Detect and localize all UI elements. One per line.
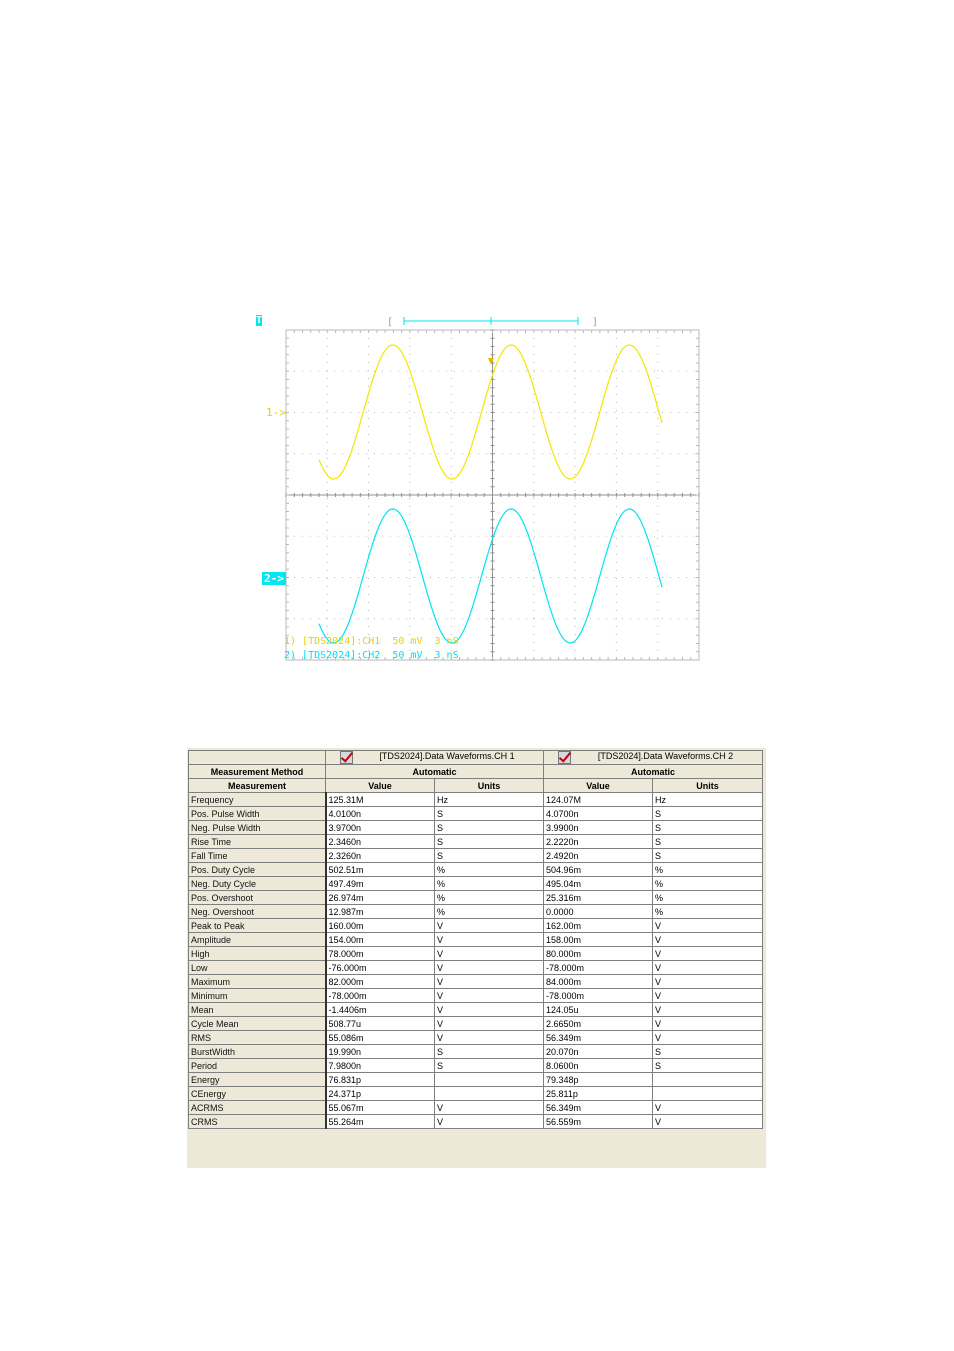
ch2-units: S (653, 821, 763, 835)
ch2-value: -78.000m (544, 989, 653, 1003)
table-row[interactable] (189, 947, 763, 961)
ch2-checkbox-icon[interactable] (558, 751, 571, 764)
table-row[interactable] (189, 1031, 763, 1045)
ch1-value: 3.9700n (326, 821, 435, 835)
ch1-value: 4.0100n (326, 807, 435, 821)
ch1-units: S (435, 821, 544, 835)
table-row[interactable] (189, 1059, 763, 1073)
ch1-units: V (435, 1101, 544, 1115)
measurement-name: Peak to Peak (189, 919, 326, 933)
measurement-name: Period (189, 1059, 326, 1073)
ch2-units: % (653, 891, 763, 905)
ch2-units: V (653, 1017, 763, 1031)
table-row[interactable] (189, 835, 763, 849)
measurement-name: ACRMS (189, 1101, 326, 1115)
ch2-marker[interactable]: 2-> (264, 572, 284, 585)
ch1-value: 19.990n (326, 1045, 435, 1059)
ch2-value: 84.000m (544, 975, 653, 989)
ch2-value: 8.0600n (544, 1059, 653, 1073)
method-row (189, 765, 763, 779)
measurement-name: CRMS (189, 1115, 326, 1129)
ch1-source-label: [TDS2024].Data Waveforms.CH 1 (379, 751, 515, 761)
measurement-name: Neg. Duty Cycle (189, 877, 326, 891)
ch2-units: S (653, 1045, 763, 1059)
measurement-name: CEnergy (189, 1087, 326, 1101)
ch2-value: 79.348p (544, 1073, 653, 1087)
ch1-units: V (435, 989, 544, 1003)
ch1-value: -76.000m (326, 961, 435, 975)
ch2-units: % (653, 863, 763, 877)
ch2-value: 25.316m (544, 891, 653, 905)
measurement-name: Cycle Mean (189, 1017, 326, 1031)
table-row[interactable] (189, 989, 763, 1003)
ch2-method[interactable]: Automatic (544, 765, 763, 779)
table-row[interactable] (189, 933, 763, 947)
measurement-name: High (189, 947, 326, 961)
measurement-name: Minimum (189, 989, 326, 1003)
table-row[interactable] (189, 821, 763, 835)
ch1-units: % (435, 863, 544, 877)
ch1-value: 26.974m (326, 891, 435, 905)
ch2-units: V (653, 1003, 763, 1017)
ch1-marker[interactable]: 1-> (266, 406, 286, 419)
ch1-units (435, 1073, 544, 1087)
ch2-value: 56.559m (544, 1115, 653, 1129)
ch2-value: 56.349m (544, 1031, 653, 1045)
trigger-level-arrow (488, 358, 494, 365)
measurement-name: BurstWidth (189, 1045, 326, 1059)
ch2-units: S (653, 807, 763, 821)
ch2-units: S (653, 835, 763, 849)
measurement-name: Frequency (189, 793, 326, 807)
measurements-table (188, 750, 763, 1129)
ch1-units: V (435, 975, 544, 989)
ch2-value: 4.0700n (544, 807, 653, 821)
table-row[interactable] (189, 1101, 763, 1115)
measurement-col-header: Measurement (189, 779, 326, 793)
measurement-name: Low (189, 961, 326, 975)
ch2-value-header: Value (544, 779, 653, 793)
ch1-method[interactable]: Automatic (326, 765, 544, 779)
ch1-value: 2.3460n (326, 835, 435, 849)
ch2-units: Hz (653, 793, 763, 807)
ch2-value: 495.04m (544, 877, 653, 891)
measurement-name: Pos. Overshoot (189, 891, 326, 905)
measurement-name: Rise Time (189, 835, 326, 849)
ch2-source-label: [TDS2024].Data Waveforms.CH 2 (597, 751, 734, 761)
ch2-value: 124.05u (544, 1003, 653, 1017)
ch1-value: 497.49m (326, 877, 435, 891)
ch2-value: 56.349m (544, 1101, 653, 1115)
scope-graticule (256, 310, 706, 666)
measurement-name: Pos. Duty Cycle (189, 863, 326, 877)
ch1-units: V (435, 1031, 544, 1045)
measurement-name: Pos. Pulse Width (189, 807, 326, 821)
corner-cell (189, 751, 326, 765)
table-row[interactable] (189, 975, 763, 989)
ch2-value: 162.00m (544, 919, 653, 933)
table-row[interactable] (189, 961, 763, 975)
table-row[interactable] (189, 877, 763, 891)
ch2-value: 25.811p (544, 1087, 653, 1101)
source-header-row (189, 751, 763, 765)
ch1-value: 82.000m (326, 975, 435, 989)
ch2-units: V (653, 933, 763, 947)
table-row[interactable] (189, 905, 763, 919)
ch1-value: 2.3260n (326, 849, 435, 863)
ch2-value: 2.6650m (544, 1017, 653, 1031)
ch2-legend: 2) [TDS2024]:CH2 50 mV 3 nS (284, 650, 459, 661)
table-row[interactable] (189, 1115, 763, 1129)
ch2-units: V (653, 989, 763, 1003)
ch2-trace (319, 509, 662, 643)
ch2-value: 0.0000 (544, 905, 653, 919)
ch2-units: % (653, 877, 763, 891)
ch2-value: 80.000m (544, 947, 653, 961)
table-row[interactable] (189, 1073, 763, 1087)
ch1-legend: 1) [TDS2024]:CH1 50 mV 3 nS (284, 636, 459, 647)
oscilloscope-display (256, 310, 706, 666)
ch2-units: V (653, 919, 763, 933)
ch1-units: V (435, 1017, 544, 1031)
column-header-row (189, 779, 763, 793)
ch2-value: 3.9900n (544, 821, 653, 835)
table-row[interactable] (189, 1045, 763, 1059)
ch1-units: % (435, 891, 544, 905)
ch1-units: % (435, 905, 544, 919)
ch2-source-header[interactable] (544, 751, 763, 765)
measurements-panel (187, 748, 766, 1168)
ch2-units: V (653, 1101, 763, 1115)
ch1-value: -78.000m (326, 989, 435, 1003)
table-row[interactable] (189, 1017, 763, 1031)
measurements-body (189, 793, 763, 1129)
ch1-value: 508.77u (326, 1017, 435, 1031)
ch1-value: 502.51m (326, 863, 435, 877)
ch1-units: S (435, 807, 544, 821)
ch1-units (435, 1087, 544, 1101)
ch1-value: 76.831p (326, 1073, 435, 1087)
ch1-units: V (435, 919, 544, 933)
ch2-units: V (653, 1115, 763, 1129)
table-row[interactable] (189, 1003, 763, 1017)
ch2-value: 2.2220n (544, 835, 653, 849)
ch2-units-header: Units (653, 779, 763, 793)
bracket-right: ] (592, 317, 599, 328)
ch1-units-header: Units (435, 779, 544, 793)
trigger-marker[interactable]: T (256, 315, 263, 326)
ch1-value: 7.9800n (326, 1059, 435, 1073)
ch2-value: 20.070n (544, 1045, 653, 1059)
measurement-name: Mean (189, 1003, 326, 1017)
ch1-units: S (435, 1059, 544, 1073)
ch1-checkbox-icon[interactable] (340, 751, 353, 764)
ch2-units: V (653, 961, 763, 975)
ch1-units: V (435, 947, 544, 961)
ch1-units: V (435, 1115, 544, 1129)
measurement-name: Maximum (189, 975, 326, 989)
ch1-value: 78.000m (326, 947, 435, 961)
ch1-value: 55.264m (326, 1115, 435, 1129)
ch2-units: S (653, 849, 763, 863)
ch1-units: S (435, 1045, 544, 1059)
ch1-units: V (435, 1003, 544, 1017)
measurement-name: RMS (189, 1031, 326, 1045)
ch1-units: V (435, 961, 544, 975)
measurement-name: Neg. Overshoot (189, 905, 326, 919)
table-row[interactable] (189, 863, 763, 877)
measurement-name: Energy (189, 1073, 326, 1087)
ch1-value: 55.086m (326, 1031, 435, 1045)
ch2-units (653, 1073, 763, 1087)
ch1-value: 12.987m (326, 905, 435, 919)
ch2-value: 2.4920n (544, 849, 653, 863)
ch1-units: % (435, 877, 544, 891)
ch1-value: 55.067m (326, 1101, 435, 1115)
ch1-units: S (435, 849, 544, 863)
table-row[interactable] (189, 891, 763, 905)
table-row[interactable] (189, 1087, 763, 1101)
method-label: Measurement Method (189, 765, 326, 779)
ch2-units: V (653, 975, 763, 989)
bracket-left: [ (387, 317, 394, 328)
measurement-name: Amplitude (189, 933, 326, 947)
ch1-value: 125.31M (326, 793, 435, 807)
ch1-source-header[interactable] (326, 751, 544, 765)
ch2-value: 504.96m (544, 863, 653, 877)
ch1-value: -1.4406m (326, 1003, 435, 1017)
ch2-value: 158.00m (544, 933, 653, 947)
table-row[interactable] (189, 807, 763, 821)
table-row[interactable] (189, 849, 763, 863)
ch2-units: S (653, 1059, 763, 1073)
ch1-units: S (435, 835, 544, 849)
ch2-units: % (653, 905, 763, 919)
ch2-units: V (653, 1031, 763, 1045)
ch1-units: V (435, 933, 544, 947)
ch1-value: 24.371p (326, 1087, 435, 1101)
measurement-name: Fall Time (189, 849, 326, 863)
table-row[interactable] (189, 919, 763, 933)
measurement-name: Neg. Pulse Width (189, 821, 326, 835)
ch1-value-header: Value (326, 779, 435, 793)
ch2-units: V (653, 947, 763, 961)
ch1-value: 154.00m (326, 933, 435, 947)
ch2-units (653, 1087, 763, 1101)
ch1-units: Hz (435, 793, 544, 807)
ch2-value: 124.07M (544, 793, 653, 807)
ch2-value: -78.000m (544, 961, 653, 975)
ch1-value: 160.00m (326, 919, 435, 933)
table-row[interactable] (189, 793, 763, 807)
